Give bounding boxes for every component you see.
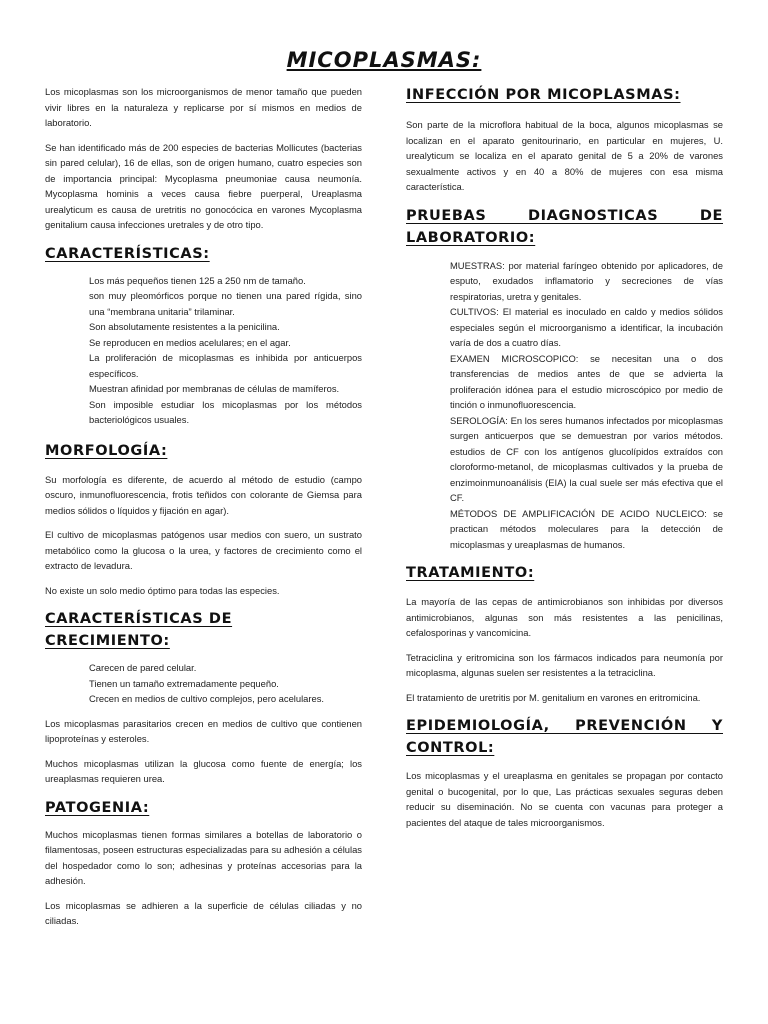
heading-tratamiento: TRATAMIENTO: — [406, 565, 535, 581]
list-item: MUESTRAS: por material faríngeo obtenido por aplicadores, de esputo, exudados inflamatorio y secreciones de vías respiratorias, uretra y genitales. — [450, 259, 723, 302]
list-item: SEROLOGÍA: En los seres humanos infectados por micoplasmas surgen anticuerpos que se demuestran por varios métodos. estudios de CF con los antígenos glucolípidos extraídos con cloroformo-metanol, de micoplasmas cultivados y la prueba de enzimoinmunoanálisis (EIA) la cual suele ser más efectiva que el CF. — [450, 414, 723, 503]
crecimiento-paragraph-1: Los micoplasmas parasitarios crecen en medios de cultivo que contienen lipoproteínas y esteroles. — [45, 717, 362, 744]
epidemiologia-paragraph-1: Los micoplasmas y el ureaplasma en genitales se propagan por contacto genital o bucogenital, por lo que, Las prácticas sexuales seguras deben reducir su diseminación. No se cuenta con vacunas para proteger a pacientes del ataque de tales microorganismos. — [406, 770, 723, 828]
morfologia-paragraph-2: El cultivo de micoplasmas patógenos usar medios con suero, un sustrato metabólico como la glucosa o la urea, y factores de crecimiento como el extracto de levadura. — [45, 529, 362, 571]
tratamiento-paragraph-3: El tratamiento de uretritis por M. genitalium en varones en eritromicina. — [406, 691, 701, 703]
list-item: Tienen un tamaño extremadamente pequeño. — [89, 677, 279, 689]
list-item: La proliferación de micoplasmas es inhibida por anticuerpos específicos. — [89, 352, 362, 379]
intro-paragraph-1: Los micoplasmas son los microorganismos de menor tamaño que pueden vivir libres en la naturaleza y replicarse por sí mismos en medios de laboratorio. — [45, 86, 362, 128]
crecimiento-paragraph-2: Muchos micoplasmas utilizan la glucosa como fuente de energía; los ureaplasmas requieren urea. — [45, 757, 362, 784]
list-item: Son absolutamente resistentes a la penicilina. — [89, 321, 280, 332]
caracteristicas-list — [45, 273, 362, 428]
list-item: EXAMEN MICROSCOPICO: se necesitan una o dos transferencias de medios antes de que se advierta la proliferación idónea para el estudio microscópico por medio de tinción o inmunofluorescencia. — [450, 352, 723, 410]
tratamiento-paragraph-1: La mayoría de las cepas de antimicrobianos son inhibidas por diversos antimicrobianos, algunas son más resistentes a las penicilinas, cefalosporinas y vancomicina. — [406, 596, 723, 638]
list-item: Carecen de pared celular. — [89, 662, 197, 673]
heading-infeccion: INFECCIÓN POR MICOPLASMAS: — [406, 87, 681, 103]
heading-caracteristicas-crecimiento: CARACTERÍSTICAS DE CRECIMIENTO: — [45, 611, 233, 649]
list-item: Son imposible estudiar los micoplasmas por los métodos bacteriológicos usuales. — [89, 398, 362, 425]
page-title: MICOPLASMAS: — [286, 48, 482, 72]
list-item: CULTIVOS: El material es inoculado en caldo y medios sólidos especiales según el microorganismo a identificar, la incubación varía de dos a cuatro días. — [450, 306, 723, 348]
patogenia-paragraph-2: Los micoplasmas se adhieren a la superficie de células ciliadas y no ciliadas. — [45, 899, 362, 926]
heading-morfologia: MORFOLOGÍA: — [45, 442, 168, 459]
list-item: MÉTODOS DE AMPLIFICACIÓN DE ACIDO NUCLEICO: se practican métodos moleculares para la detección de micoplasmas y ureaplasmas de humanos. — [450, 507, 723, 550]
morfologia-paragraph-1: Su morfología es diferente, de acuerdo al método de estudio (campo oscuro, inmunofluorescencia, frotis teñidos con colorante de Giemsa para medios sólidos o líquidos y fijación en agar). — [45, 473, 362, 516]
left-column — [45, 84, 362, 929]
heading-epidemiologia: EPIDEMIOLOGÍA, PREVENCIÓN Y CONTROL: — [406, 718, 723, 756]
list-item: Muestran afinidad por membranas de células de mamíferos. — [89, 383, 340, 394]
heading-caracteristicas: CARACTERÍSTICAS: — [45, 245, 210, 262]
crecimiento-list — [45, 660, 362, 707]
heading-pruebas-diagnosticas: PRUEBAS DIAGNOSTICAS DE LABORATORIO: — [406, 207, 723, 246]
heading-patogenia: PATOGENIA: — [45, 799, 150, 816]
pruebas-list — [406, 258, 723, 553]
tratamiento-paragraph-2: Tetraciclina y eritromicina son los fármacos indicados para neumonía por micoplasma, algunas suelen ser resistentes a la tetraciclina. — [406, 651, 723, 678]
list-item: Los más pequeños tienen 125 a 250 nm de tamaño. — [89, 274, 306, 286]
patogenia-paragraph-1: Muchos micoplasmas tienen formas similares a botellas de laboratorio o filamentosas, poseen estructuras especializadas para su adhesión a células del hospedador como lo son; adhesinas y proteínas accesorias para la adhesión. — [45, 828, 362, 886]
list-item: Crecen en medios de cultivo complejos, pero acelulares. — [89, 693, 325, 704]
right-column — [406, 84, 723, 830]
list-item: son muy pleomórficos porque no tienen una pared rígida, sino una “membrana unitaria” trilaminar. — [89, 290, 362, 317]
list-item: Se reproducen en medios acelulares; en el agar. — [89, 336, 291, 348]
intro-paragraph-2: Se han identificado más de 200 especies de bacterias Mollicutes (bacterias sin pared celular), 16 de ellas, son de origen humano, cuatro especies son de importancia principal: Mycoplasma pneumoniae causa neumonía. Mycoplasma hominis a veces causa fiebre puerperal, Ureaplasma urealyticum es causa de uretritis no gonocócica en varones Mycoplasma genitalium causa infecciones uretrales y de otro tipo. — [45, 141, 362, 230]
infeccion-paragraph-1: Son parte de la microflora habitual de la boca, algunos micoplasmas se localizan en el aparato genitourinario, en particular en mujeres, U. urealyticum se localiza en el aparato genital de 5 a 20% de varones sexualmente activos y en 40 a 80% de mujeres con esa misma característica. — [406, 119, 723, 192]
morfologia-paragraph-3: No existe un solo medio óptimo para todas las especies. — [45, 584, 280, 596]
